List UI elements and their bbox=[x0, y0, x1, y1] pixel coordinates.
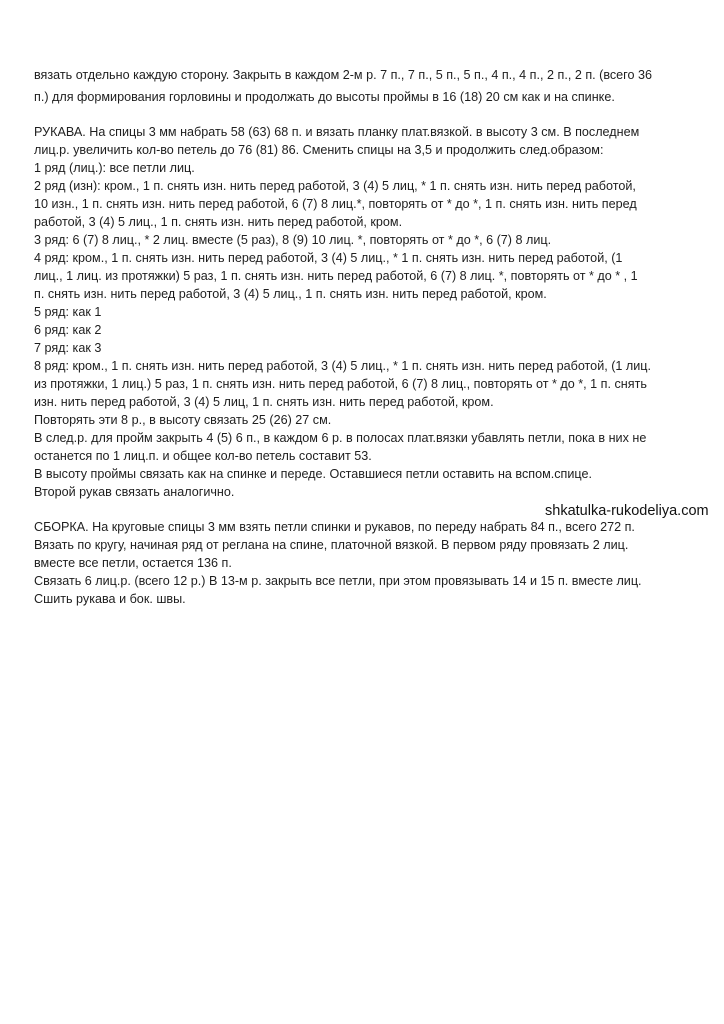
intro-line-2: п.) для формирования горловины и продолжать до высоты проймы в 16 (18) 20 см как и на спинке. bbox=[34, 90, 615, 104]
sleeves-line-5: 10 изн., 1 п. снять изн. нить перед работой, 6 (7) 8 лиц.*, повторять от * до *, 1 п. снять изн. нить перед bbox=[34, 197, 637, 211]
sleeves-line-21: Второй рукав связать аналогично. bbox=[34, 485, 235, 499]
sleeves-line-17: Повторять эти 8 р., в высоту связать 25 (26) 27 см. bbox=[34, 413, 332, 427]
assembly-line-1: СБОРКА. На круговые спицы 3 мм взять петли спинки и рукавов, по переду набрать 84 п., всего 272 п. bbox=[34, 520, 635, 534]
sleeves-line-3: 1 ряд (лиц.): все петли лиц. bbox=[34, 161, 195, 175]
sleeves-line-2: лиц.р. увеличить кол-во петель до 76 (81) 86. Сменить спицы на 3,5 и продолжить след.образом: bbox=[34, 143, 604, 157]
assembly-line-4: Связать 6 лиц.р. (всего 12 р.) В 13-м р. закрыть все петли, при этом провязывать 14 и 15 п. вместе лиц. bbox=[34, 574, 642, 588]
intro-line-1: вязать отдельно каждую сторону. Закрыть в каждом 2-м р. 7 п., 7 п., 5 п., 5 п., 4 п., 4 п., 2 п., 2 п. (всего 36 bbox=[34, 68, 653, 82]
sleeves-line-9: лиц., 1 лиц. из протяжки) 5 раз, 1 п. снять изн. нить перед работой, 6 (7) 8 лиц. *, повторять от * до * , 1 bbox=[34, 269, 638, 283]
sleeves-line-19: останется по 1 лиц.п. и общее кол-во петель составит 53. bbox=[34, 449, 372, 463]
sleeves-line-14: 8 ряд: кром., 1 п. снять изн. нить перед работой, 3 (4) 5 лиц., * 1 п. снять изн. нить перед работой, (1 лиц. bbox=[34, 359, 652, 373]
assembly-line-3: вместе все петли, остается 136 п. bbox=[34, 556, 232, 570]
site-watermark: shkatulka-rukodeliya.com bbox=[545, 503, 709, 519]
sleeves-line-4: 2 ряд (изн): кром., 1 п. снять изн. нить перед работой, 3 (4) 5 лиц, * 1 п. снять изн. нить перед работой, bbox=[34, 179, 636, 193]
sleeves-line-16: изн. нить перед работой, 3 (4) 5 лиц, 1 п. снять изн. нить перед работой, кром. bbox=[34, 395, 494, 409]
assembly-line-5: Сшить рукава и бок. швы. bbox=[34, 592, 186, 606]
sleeves-line-20: В высоту проймы связать как на спинке и переде. Оставшиеся петли оставить на вспом.спице. bbox=[34, 467, 592, 481]
assembly-line-2: Вязать по кругу, начиная ряд от реглана на спине, платочной вязкой. В первом ряду провязать 2 лиц. bbox=[34, 538, 629, 552]
sleeves-line-7: 3 ряд: 6 (7) 8 лиц., * 2 лиц. вместе (5 раз), 8 (9) 10 лиц. *, повторять от * до *, 6 (7) 8 лиц. bbox=[34, 233, 552, 247]
sleeves-line-10: п. снять изн. нить перед работой, 3 (4) 5 лиц., 1 п. снять изн. нить перед работой, кром. bbox=[34, 287, 547, 301]
sleeves-line-8: 4 ряд: кром., 1 п. снять изн. нить перед работой, 3 (4) 5 лиц., * 1 п. снять изн. нить перед работой, (1 bbox=[34, 251, 623, 265]
sleeves-line-11: 5 ряд: как 1 bbox=[34, 305, 102, 319]
sleeves-line-12: 6 ряд: как 2 bbox=[34, 323, 102, 337]
sleeves-line-6: работой, 3 (4) 5 лиц., 1 п. снять изн. нить перед работой, кром. bbox=[34, 215, 403, 229]
sleeves-line-13: 7 ряд: как 3 bbox=[34, 341, 102, 355]
sleeves-line-18: В след.р. для пройм закрыть 4 (5) 6 п., в каждом 6 р. в полосах плат.вязки убавлять петли, пока в них не bbox=[34, 431, 647, 445]
sleeves-line-15: из протяжки, 1 лиц.) 5 раз, 1 п. снять изн. нить перед работой, 6 (7) 8 лиц., повторять от * до *, 1 п. снять bbox=[34, 377, 647, 391]
sleeves-line-1: РУКАВА. На спицы 3 мм набрать 58 (63) 68 п. и вязать планку плат.вязкой. в высоту 3 см. В последнем bbox=[34, 125, 640, 139]
